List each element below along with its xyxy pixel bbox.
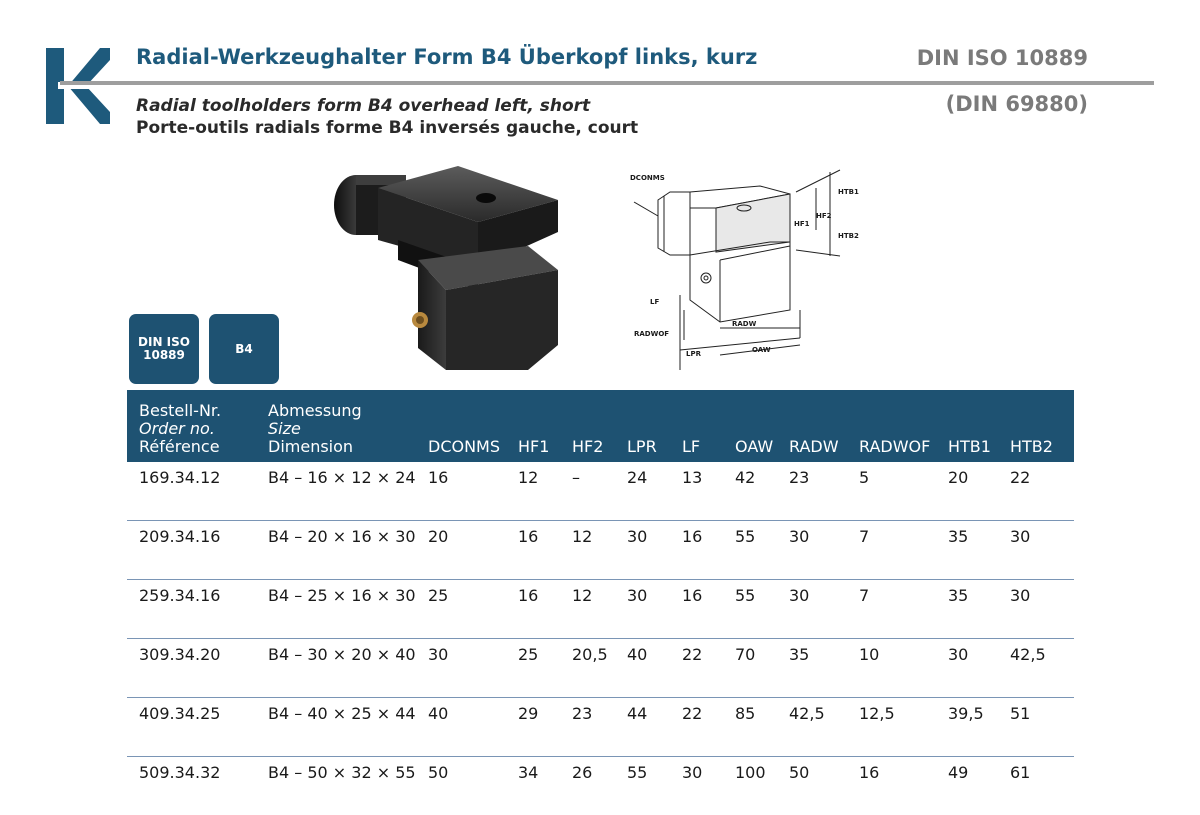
table-row (127, 698, 1074, 757)
cell-hf2: – (572, 462, 627, 521)
cell-htb1: 49 (948, 757, 1010, 815)
cell-lf: 22 (682, 639, 735, 698)
cell-lpr: 30 (627, 521, 682, 580)
cell-radw: 30 (789, 521, 859, 580)
label-hf1: HF1 (794, 220, 810, 228)
table-row (127, 521, 1074, 580)
cell-order: 169.34.12 (127, 462, 268, 521)
form-badge-label: B4 (235, 343, 253, 356)
cell-oaw: 85 (735, 698, 789, 757)
cell-hf1: 29 (518, 698, 572, 757)
cell-lpr: 24 (627, 462, 682, 521)
standard-badge-line2: 10889 (138, 349, 190, 362)
page-title-french: Porte-outils radials forme B4 inversés gauche, court (136, 118, 638, 138)
cell-htb2: 42,5 (1010, 639, 1074, 698)
cell-hf2: 12 (572, 521, 627, 580)
cell-order: 209.34.16 (127, 521, 268, 580)
page-title-german: Radial-Werkzeughalter Form B4 Überkopf links, kurz (136, 45, 757, 69)
header-size: Abmessung Size Dimension (268, 390, 428, 462)
table-row (127, 639, 1074, 698)
label-hf2: HF2 (816, 212, 832, 220)
cell-oaw: 55 (735, 580, 789, 639)
header-hf2: HF2 (572, 390, 627, 462)
cell-htb1: 20 (948, 462, 1010, 521)
label-radw: RADW (732, 320, 757, 328)
header-order-no: Bestell-Nr. Order no. Référence (127, 390, 268, 462)
cell-htb1: 35 (948, 580, 1010, 639)
cell-size: B4 – 16 × 12 × 24 (268, 462, 428, 521)
cell-order: 309.34.20 (127, 639, 268, 698)
table-header-row (127, 390, 1074, 462)
cell-lpr: 40 (627, 639, 682, 698)
cell-size: B4 – 40 × 25 × 44 (268, 698, 428, 757)
cell-size: B4 – 20 × 16 × 30 (268, 521, 428, 580)
cell-oaw: 70 (735, 639, 789, 698)
cell-radw: 35 (789, 639, 859, 698)
cell-htb1: 30 (948, 639, 1010, 698)
header-radwof: RADWOF (859, 390, 948, 462)
cell-htb2: 22 (1010, 462, 1074, 521)
cell-radwof: 5 (859, 462, 948, 521)
cell-radwof: 7 (859, 580, 948, 639)
cell-radw: 30 (789, 580, 859, 639)
table-row (127, 757, 1074, 815)
cell-htb2: 30 (1010, 580, 1074, 639)
label-htb1: HTB1 (838, 188, 859, 196)
standard-label: DIN ISO 10889 (917, 46, 1088, 70)
cell-hf1: 16 (518, 580, 572, 639)
cell-hf1: 12 (518, 462, 572, 521)
label-lf: LF (650, 298, 659, 306)
cell-htb2: 30 (1010, 521, 1074, 580)
standard-badge (129, 314, 199, 384)
cell-dconms: 40 (428, 698, 518, 757)
page-title-english: Radial toolholders form B4 overhead left, short (136, 96, 590, 116)
cell-radwof: 12,5 (859, 698, 948, 757)
cell-order: 509.34.32 (127, 757, 268, 815)
standard-alt-label: (DIN 69880) (946, 92, 1088, 116)
cell-lpr: 44 (627, 698, 682, 757)
label-lpr: LPR (686, 350, 702, 358)
cell-lf: 30 (682, 757, 735, 815)
cell-htb1: 39,5 (948, 698, 1010, 757)
header-htb1: HTB1 (948, 390, 1010, 462)
standard-badge-line1: DIN ISO (138, 336, 190, 349)
form-badge (209, 314, 279, 384)
brand-logo (44, 46, 110, 126)
cell-htb2: 51 (1010, 698, 1074, 757)
cell-size: B4 – 50 × 32 × 55 (268, 757, 428, 815)
cell-oaw: 100 (735, 757, 789, 815)
cell-oaw: 55 (735, 521, 789, 580)
cell-hf2: 12 (572, 580, 627, 639)
label-htb2: HTB2 (838, 232, 859, 240)
cell-hf2: 23 (572, 698, 627, 757)
cell-size: B4 – 30 × 20 × 40 (268, 639, 428, 698)
cell-dconms: 16 (428, 462, 518, 521)
cell-radwof: 16 (859, 757, 948, 815)
header-htb2: HTB2 (1010, 390, 1074, 462)
cell-radwof: 7 (859, 521, 948, 580)
cell-order: 259.34.16 (127, 580, 268, 639)
header-divider (60, 81, 1154, 85)
cell-dconms: 20 (428, 521, 518, 580)
cell-radw: 23 (789, 462, 859, 521)
cell-radwof: 10 (859, 639, 948, 698)
cell-dconms: 30 (428, 639, 518, 698)
toolholder-photo (328, 160, 568, 378)
cell-htb2: 61 (1010, 757, 1074, 815)
cell-dconms: 25 (428, 580, 518, 639)
cell-oaw: 42 (735, 462, 789, 521)
cell-hf1: 16 (518, 521, 572, 580)
cell-lpr: 55 (627, 757, 682, 815)
cell-lpr: 30 (627, 580, 682, 639)
cell-hf2: 26 (572, 757, 627, 815)
cell-hf1: 34 (518, 757, 572, 815)
technical-drawing (620, 160, 880, 375)
cell-lf: 13 (682, 462, 735, 521)
cell-hf2: 20,5 (572, 639, 627, 698)
table-row (127, 462, 1074, 521)
cell-radw: 42,5 (789, 698, 859, 757)
cell-size: B4 – 25 × 16 × 30 (268, 580, 428, 639)
header-dconms: DCONMS (428, 390, 518, 462)
cell-hf1: 25 (518, 639, 572, 698)
header-hf1: HF1 (518, 390, 572, 462)
table-row (127, 580, 1074, 639)
label-radwof: RADWOF (634, 330, 669, 338)
header-lf: LF (682, 390, 735, 462)
cell-lf: 16 (682, 580, 735, 639)
cell-htb1: 35 (948, 521, 1010, 580)
header-radw: RADW (789, 390, 859, 462)
spec-table (127, 390, 1074, 815)
cell-lf: 22 (682, 698, 735, 757)
cell-lf: 16 (682, 521, 735, 580)
cell-radw: 50 (789, 757, 859, 815)
label-dconms: DCONMS (630, 174, 665, 182)
label-oaw: OAW (752, 346, 771, 354)
header-lpr: LPR (627, 390, 682, 462)
cell-dconms: 50 (428, 757, 518, 815)
header-oaw: OAW (735, 390, 789, 462)
cell-order: 409.34.25 (127, 698, 268, 757)
